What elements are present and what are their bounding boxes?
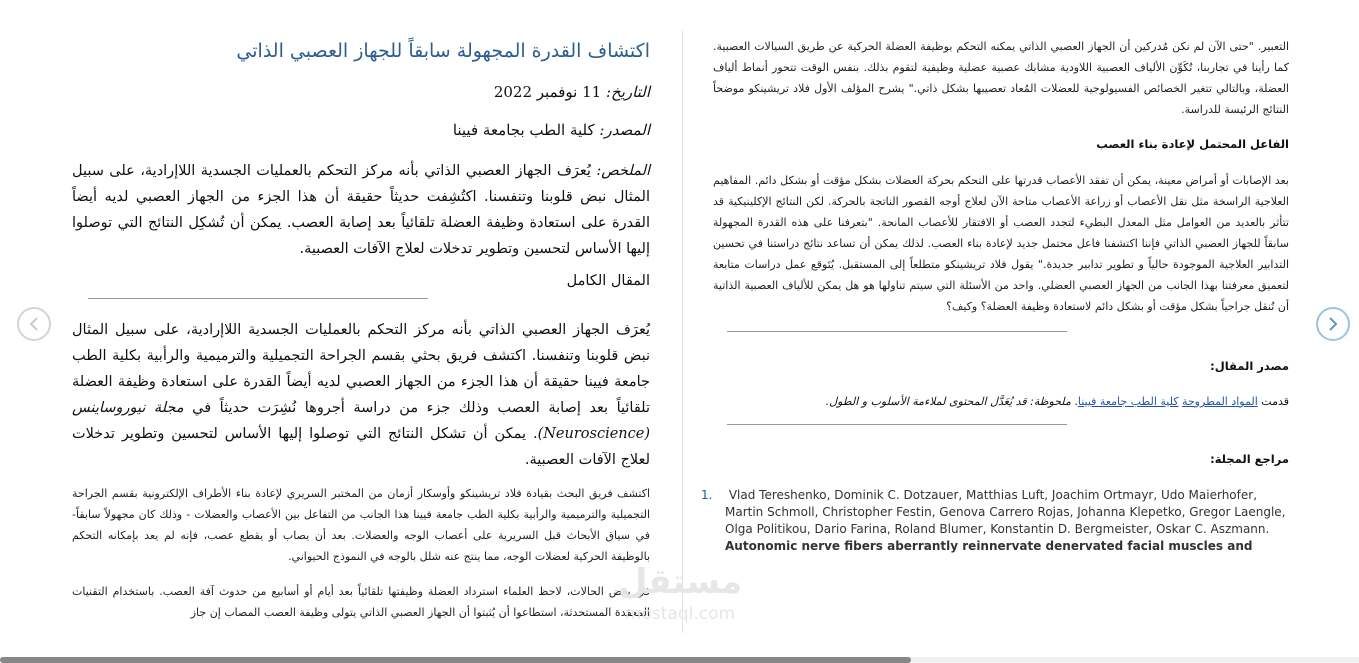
full-article-text-end: . يمكن أن تشكل النتائج التي توصلوا إليها الأساس لتحسين وتطوير تدخلات لعلاج الآفات العصبية. [72, 426, 650, 468]
reference-authors: Vlad Tereshenko, Dominik C. Dotzauer, Matthias Luft, Joachim Ortmayr, Udo Maierhofer, Martin Schmoll, Christopher Festin, Genova Carrero Rojas, Johanna Klepetko, Gregor Laengle, Olga Politikou, Dario Farina, Roland Blumer, Konstantin D. Bergmeister, Oskar C. Aszmann. [725, 488, 1286, 536]
right-column [701, 0, 1289, 655]
divider-line [727, 424, 1067, 425]
abstract-label: الملخص: [596, 163, 651, 179]
divider-line [727, 331, 1067, 332]
watermark-arabic: مستقل [617, 562, 743, 602]
section-heading: الفاعل المحتمل لإعادة بناء العصب [1096, 137, 1289, 151]
source-note: ملحوظة: قد يُعَدَّل المحتوى لملاءمة الأسلوب و الطول. [825, 395, 1071, 408]
article-date [72, 82, 650, 102]
abstract-text: يُعرَف الجهاز العصبي الذاتي بأنه مركز التحكم بالعمليات الجسدية اللاإرادية، على سبيل المثال نبض قلوبنا وتنفسنا. اكتُشِفت حديثاً حقيقة أن هذا الجزء من الجهاز العصبي لديه أيضاً القدرة على استعادة وظيفة العضلة تلقائياً بعد إصابة العصب. يمكن أن تُشكِل النتائج التي توصلوا إليها الأساس لتحسين وتطوير تدخلات لعلاج الآفات العصبية. [72, 163, 650, 257]
full-article-paragraph [72, 317, 650, 473]
scrollbar-thumb[interactable] [0, 657, 911, 663]
references-list [701, 487, 1289, 555]
paragraph-findings: في بعض الحالات، لاحظ العلماء استرداد العضلة وظيفتها تلقائياً بعد أيام أو أسابيع من حدوث آفة العصب. باستخدام التقنيات المعقدة المستحدثة، استطاعوا أن يُثبتوا أن الجهاز العصبي الذاتي يتولى وظيفة العصب المصاب إن جاز [72, 585, 650, 619]
full-article-text: يُعرَف الجهاز العصبي الذاتي بأنه مركز التحكم بالعمليات الجسدية اللاإرادية، على سبيل المثال نبض قلوبنا وتنفسنا. اكتشف فريق بحثي بقسم الجراحة التجميلية والترميمية والرأبية بكلية الطب جامعة فيينا حقيقة أن هذا الجزء من الجهاز العصبي لديه أيضاً القدرة على استعادة وظيفة العضلة تلقائياً بعد إصابة العصب وذلك جزء من دراسة أجروها نُشِرَت حديثاً في [72, 322, 651, 416]
paragraph-quote: التعبير. "حتى الآن لم نكن مُدركين أن الجهاز العصبي الذاتي يمكنه التحكم بوظيفة العضلة الحركية عن طريق السيالات العصبية. كما رأينا في تجاربنا، تُكَوِّن الألياف العصبية اللاودية مشابك عصبية عضلية وظيفية لتقوم بذلك. بنفس الوقت تتحور أنماط ألياف العضلة، وبالتالي تتغير الخصائص الفسيولوجية للعضلات المُعاد تعصيبها بشكل ذاتي." يشرح المؤلف الأول فلاد تريشينكو موضحاً النتائج الرئيسة للدراسة. [713, 40, 1289, 116]
paragraph-nerve-repair: بعد الإصابات أو أمراض معينة، يمكن أن تفقد الأعصاب قدرتها على التحكم بحركة العضلات بشكل مؤقت أو بشكل دائم. المفاهيم العلاجية الراسخة مثل نقل الأعصاب أو زراعة الأعصاب متاحة الآن لعلاج أوجه القصور الناتجة بالحركة. لكن النتائج الإكلينيكية قد تتأثر بالعديد من العوامل مثل المعدل البطيء لتجدد العصب أو الافتقار للأعصاب المانحة. "بتعرفنا على هذه القدرة المجهولة سابقاً للجهاز العصبي الذاتي فإننا اكتشفنا فاعل محتمل جديد لإعادة بناء العصب. لذلك يمكن أن تساعد نتائج دراستنا في تحسين التدابير العلاجية الموجودة حالياً و تطوير تدابير جديدة." يقول فلاد تريشينكو متطلعاً إلى المستقبل. يُتَوقع عمل دراسات متابعة لتعميق معرفتنا بهذا الجانب من الجهاز العصبي العضلي. واحد من الأسئلة التي سيتم تناولها هو هل يمكن للألياف العصبية الذاتية أن تُنقل جراحياً بشكل مؤقت أو بشكل دائم لاستعادة وظيفة العضلة؟ وكيف؟ [713, 174, 1289, 313]
date-value: 11 نوفمبر 2022 [493, 83, 602, 101]
source-value: كلية الطب بجامعة فيينا [452, 121, 595, 139]
reference-item [701, 487, 1289, 555]
divider-line [88, 298, 428, 299]
article-title: اكتشاف القدرة المجهولة سابقاً للجهاز العصبي الذاتي [236, 40, 650, 62]
column-divider [682, 30, 683, 633]
source-label: المصدر: [599, 121, 650, 139]
left-column [72, 0, 650, 655]
source-link-university[interactable]: كلية الطب جامعة فيينا [1077, 395, 1179, 408]
next-page-button[interactable] [1316, 307, 1350, 341]
source-credit: قدمت المواد المطروحة كلية الطب جامعة فيينا. ملحوظة: قد يُعَدَّل المحتوى لملاءمة الأسلوب و الطول. [825, 395, 1289, 408]
chevron-left-icon [28, 317, 40, 331]
references-heading: مراجع المجلة: [1210, 452, 1289, 466]
reference-number: 1. [701, 488, 713, 502]
reference-title: Autonomic nerve fibers aberrantly reinnervate denervated facial muscles and [725, 539, 1253, 553]
source-prefix: قدمت [1257, 395, 1289, 408]
paragraph-research-team: اكتشف فريق البحث بقيادة فلاد تريشينكو وأوسكار أزمان من المختبر السريري لإعادة بناء الأطراف الإلكترونية بقسم الجراحة التجميلية والترميمية والرأبية بكلية الطب جامعة فيينا هذا الجانب من التفاعل بين الأعصاب والعضلات - وذلك كان مجهولاً سابقاً- في سياق الأبحاث قبل السريرية على أعصاب الوجه والعضلات. بعد أن يصاب أو يقطع عصب، فإنه لم يعد بإمكانه التحكم بالوظيفة الحركية لعضلات الوجه، مما ينتج عنه شلل بالوجه في النموذج الحيواني. [72, 487, 650, 563]
source-heading: مصدر المقال: [1210, 359, 1289, 373]
horizontal-scrollbar[interactable] [0, 657, 1359, 663]
chevron-right-icon [1327, 317, 1339, 331]
full-article-heading: المقال الكامل [566, 273, 650, 289]
abstract [72, 158, 650, 262]
journal-name: مجلة نيوروساينس (Neuroscience) [72, 400, 650, 442]
source-link-materials[interactable]: المواد المطروحة [1181, 395, 1258, 408]
article-source [72, 120, 650, 140]
date-label: التاريخ: [606, 83, 650, 101]
previous-page-button[interactable] [17, 307, 51, 341]
watermark-english: mostaql.com [624, 604, 736, 624]
